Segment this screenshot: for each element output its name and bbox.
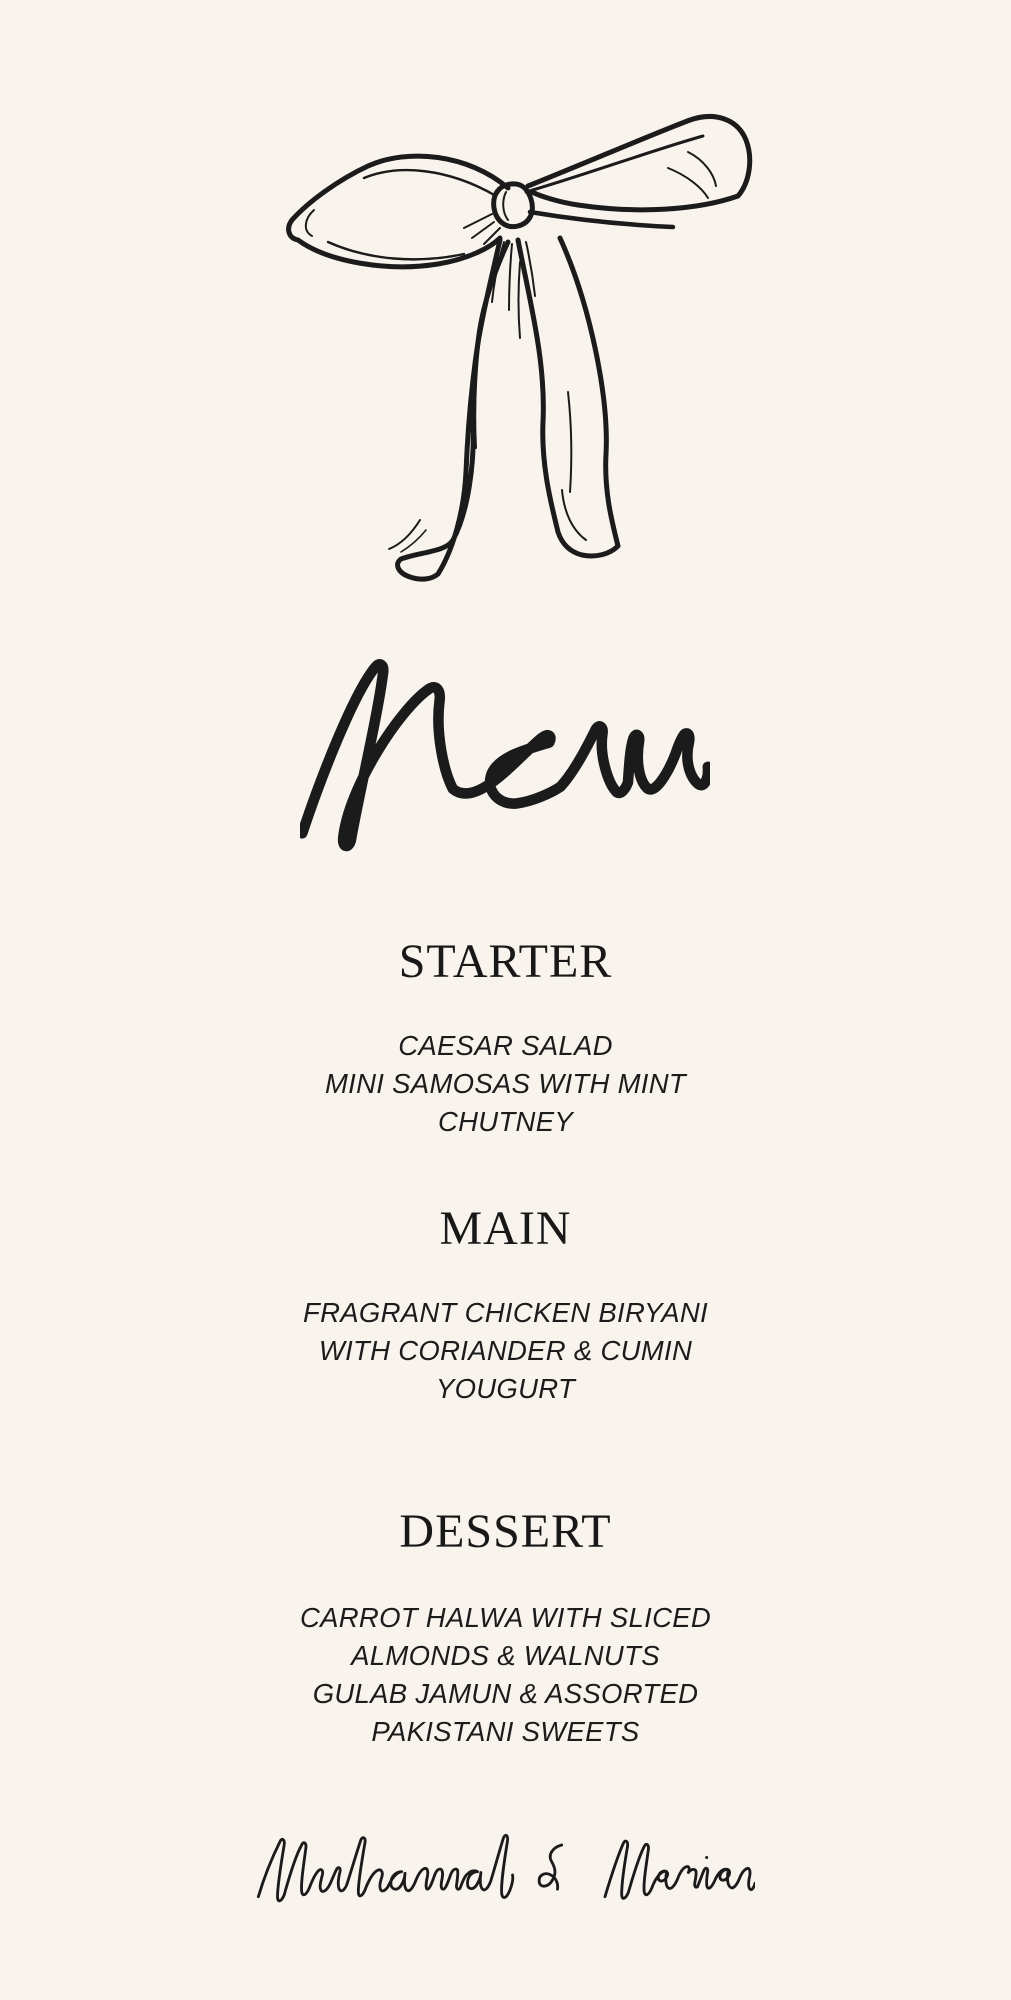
menu-item-line: GULAB JAMUN & ASSORTED <box>312 1678 699 1709</box>
ribbon-bow-icon <box>268 92 768 612</box>
menu-item-line: CAESAR SALAD <box>398 1030 613 1061</box>
section-heading-dessert: DESSERT <box>399 1505 612 1558</box>
menu-title <box>300 656 710 861</box>
i-dot <box>705 1856 708 1859</box>
menu-item-line: FRAGRANT CHICKEN BIRYANI <box>303 1297 708 1328</box>
section-heading-starter: STARTER <box>398 935 613 988</box>
section-heading-main: MAIN <box>439 1202 572 1255</box>
menu-item-line: CARROT HALWA WITH SLICED <box>299 1602 712 1633</box>
menu-item-line: WITH CORIANDER & CUMIN <box>318 1335 693 1366</box>
menu-script-lettering <box>300 656 710 861</box>
section-items-dessert <box>0 1599 1011 1751</box>
section-items-main <box>0 1294 1011 1408</box>
menu-item-line: CHUTNEY <box>437 1106 574 1137</box>
couple-names <box>255 1820 755 1920</box>
ribbon-bow-illustration <box>268 92 768 612</box>
names-script-lettering <box>255 1820 755 1920</box>
menu-item-line: PAKISTANI SWEETS <box>371 1716 640 1747</box>
menu-item-line: MINI SAMOSAS WITH MINT <box>324 1068 687 1099</box>
menu-item-line: ALMONDS & WALNUTS <box>351 1640 660 1671</box>
section-items-starter <box>0 1027 1011 1141</box>
menu-item-line: YOUGURT <box>435 1373 576 1404</box>
